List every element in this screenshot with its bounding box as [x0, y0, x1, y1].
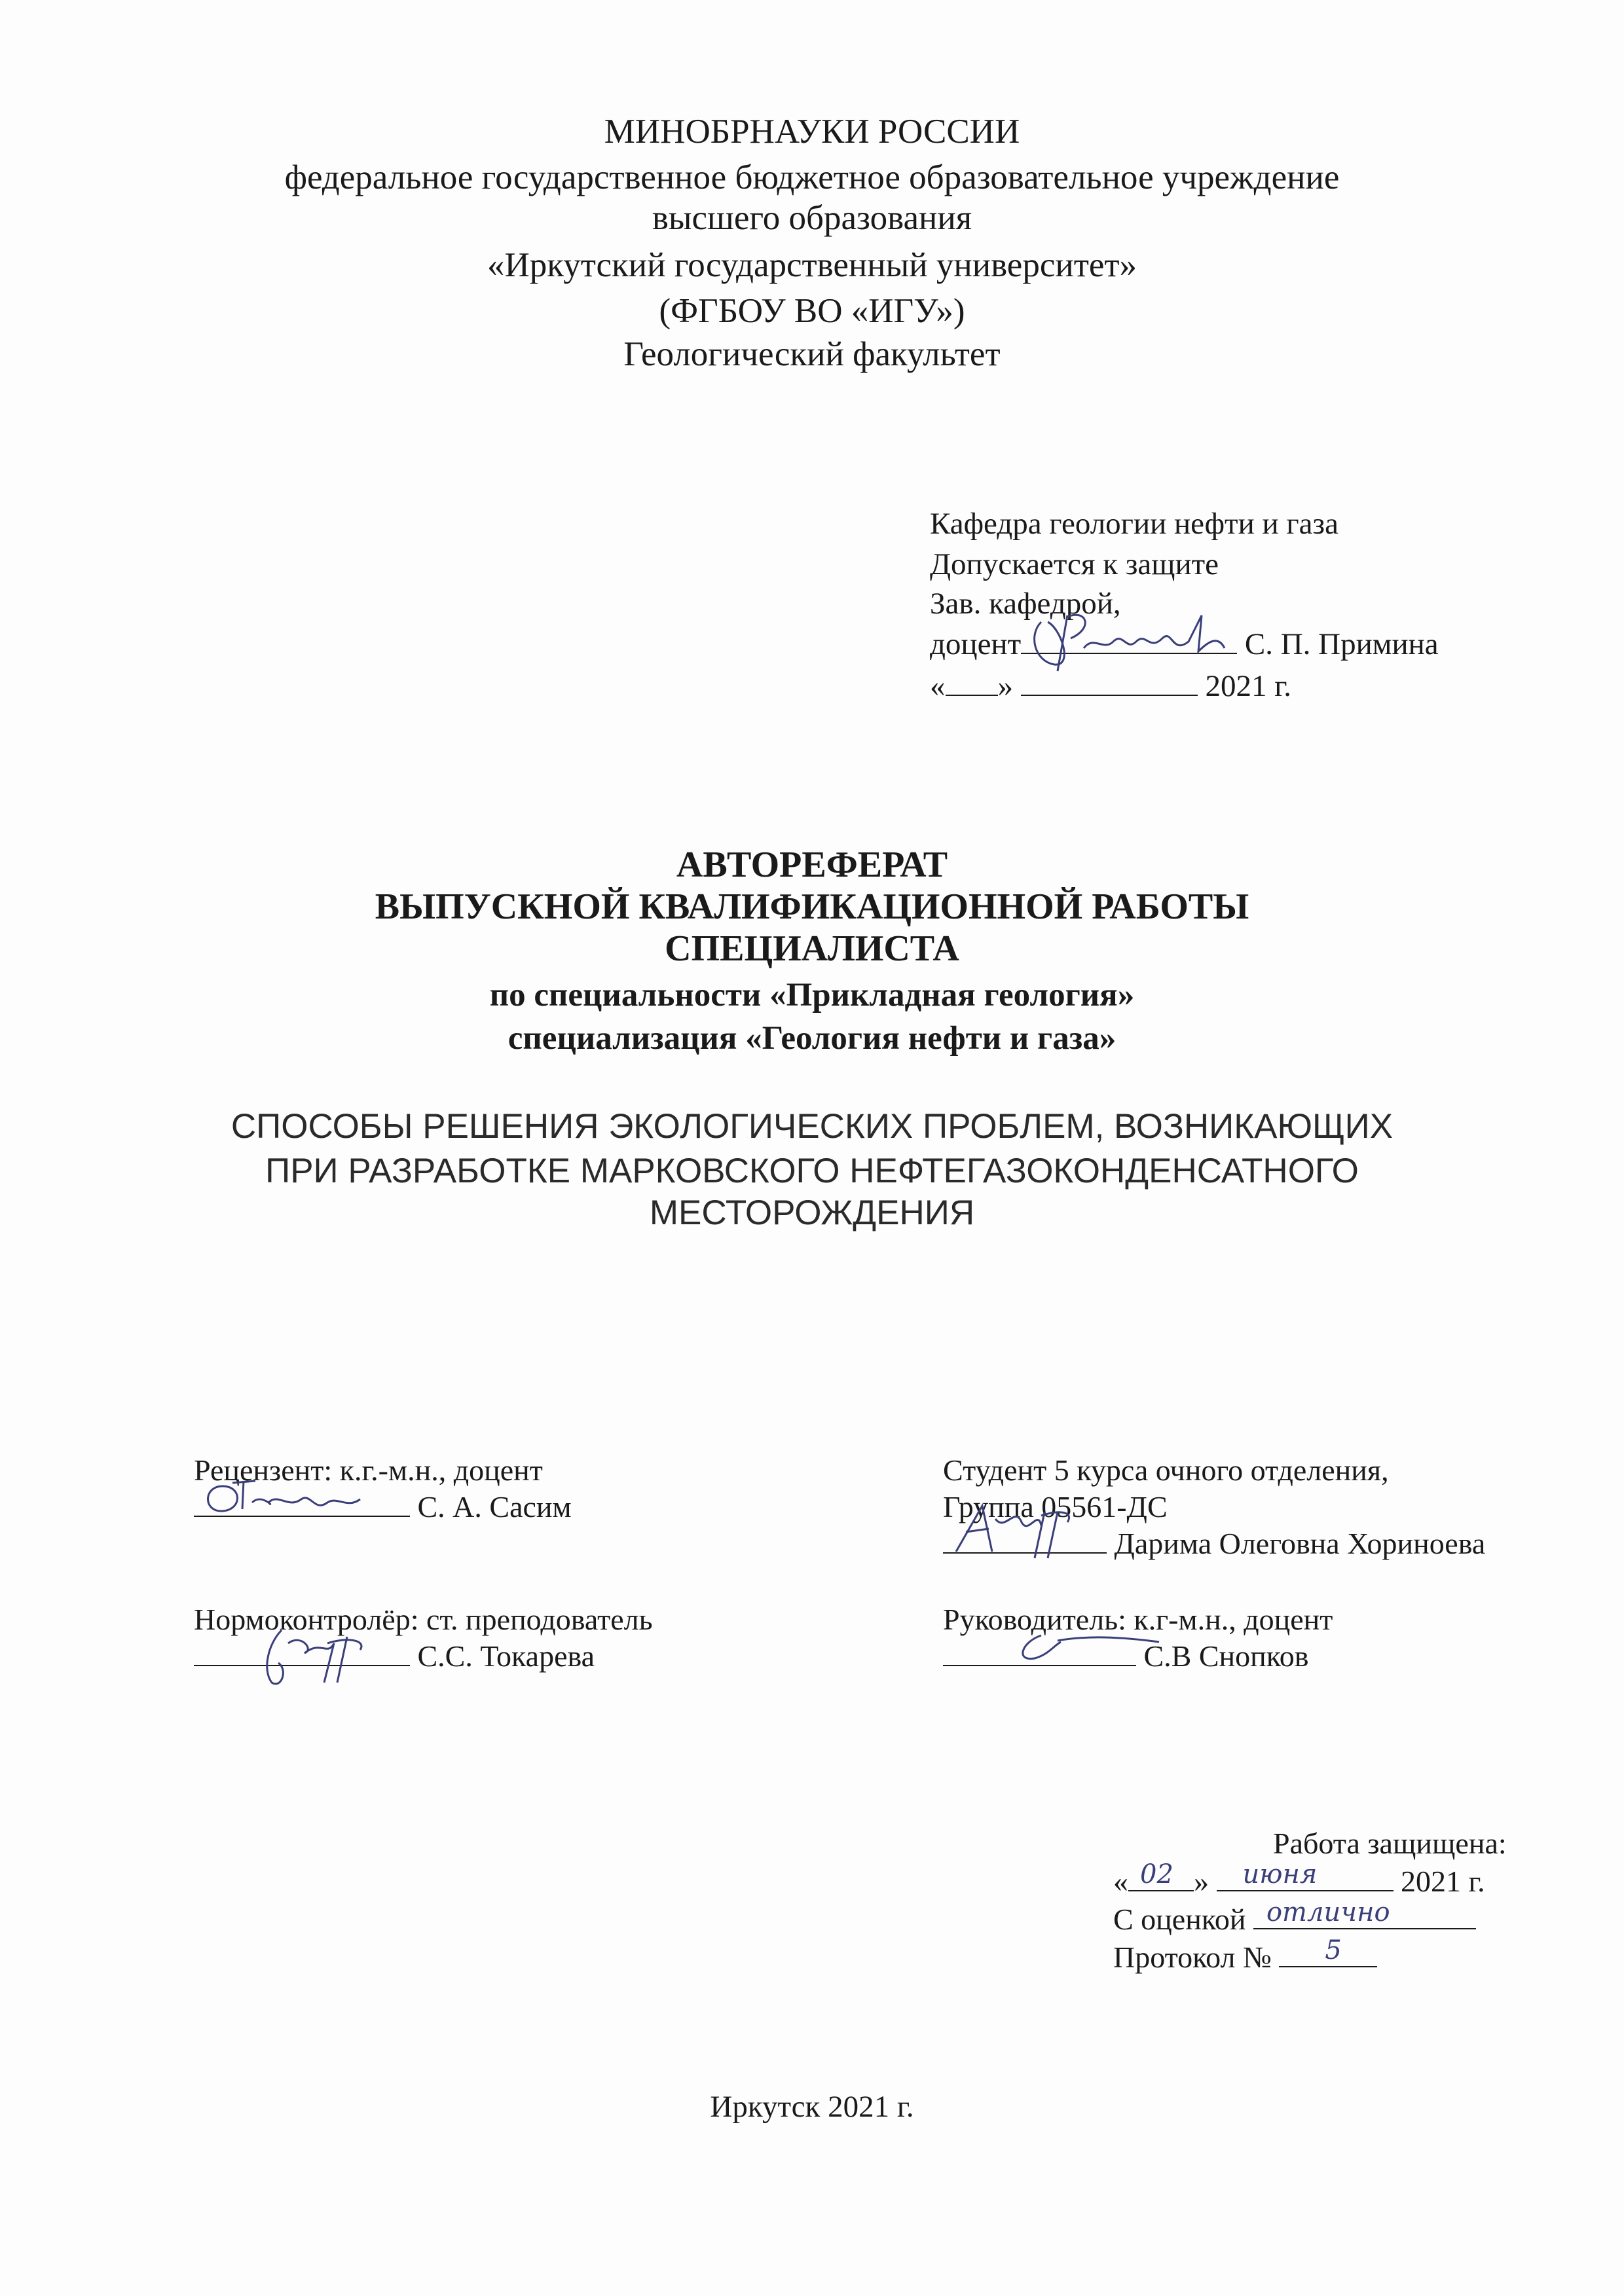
defense-label: Работа защищена:	[1273, 1827, 1507, 1860]
doc-type-title: АВТОРЕФЕРАТ	[676, 845, 948, 885]
city-year-footer: Иркутск 2021 г.	[710, 2090, 914, 2124]
defense-year: 2021 г.	[1401, 1865, 1485, 1898]
head-name: С. П. Примина	[1244, 627, 1439, 661]
defense-month-handwritten: июня	[1242, 1859, 1318, 1889]
approval-date-line	[930, 666, 1291, 706]
grade-handwritten: отлично	[1266, 1897, 1390, 1927]
protocol-blank	[1279, 1935, 1377, 1967]
reviewer-name: С. А. Сасим	[417, 1490, 572, 1523]
institution-type-line: федеральное государственное бюджетное образовательное учреждение	[284, 158, 1340, 196]
topic-line-1: СПОСОБЫ РЕШЕНИЯ ЭКОЛОГИЧЕСКИХ ПРОБЛЕМ, ВОЗНИКАЮЩИХ	[231, 1107, 1393, 1146]
defense-month-blank	[1217, 1859, 1393, 1891]
reviewer-label: Рецензент: к.г.-м.н., доцент	[194, 1453, 543, 1487]
protocol-line	[1113, 1935, 1377, 1976]
approval-year: 2021 г.	[1205, 669, 1291, 703]
grade-blank	[1253, 1897, 1476, 1929]
student-signature	[943, 1493, 1094, 1565]
head-signature	[1022, 602, 1244, 674]
supervisor-name: С.В Снопков	[1143, 1639, 1309, 1673]
admitted-line: Допускается к защите	[930, 547, 1219, 581]
defense-quote-close: »	[1194, 1865, 1209, 1898]
student-name: Дарима Олеговна Хориноева	[1114, 1527, 1486, 1560]
department-line: Кафедра геологии нефти и газа	[930, 507, 1338, 541]
topic-line-2: ПРИ РАЗРАБОТКЕ МАРКОВСКОГО НЕФТЕГАЗОКОНДЕНСАТНОГО	[265, 1152, 1359, 1190]
month-blank	[1021, 668, 1198, 696]
protocol-label: Протокол №	[1113, 1941, 1272, 1974]
normcontrol-label: Нормоконтролёр: ст. преподователь	[194, 1603, 653, 1636]
date-quote-open: «	[930, 669, 946, 703]
doc-type-title-3: СПЕЦИАЛИСТА	[665, 928, 959, 969]
faculty-line: Геологический факультет	[623, 335, 1001, 373]
university-abbrev-line: (ФГБОУ ВО «ИГУ»)	[659, 292, 965, 330]
student-group: Группа 05561-ДС	[943, 1490, 1168, 1523]
student-label: Студент 5 курса очного отделения,	[943, 1453, 1389, 1487]
supervisor-label: Руководитель: к.г-м.н., доцент	[943, 1603, 1333, 1636]
normcontrol-signature	[242, 1617, 386, 1689]
university-name-line: «Иркутский государственный университет»	[487, 246, 1137, 284]
protocol-handwritten: 5	[1325, 1935, 1342, 1965]
specialization-line: специализация «Геология нефти и газа»	[507, 1020, 1116, 1057]
head-label: Зав. кафедрой,	[930, 587, 1121, 621]
day-blank	[946, 668, 998, 696]
normcontrol-name: С.С. Токарева	[417, 1639, 595, 1673]
defense-quote-open: «	[1113, 1865, 1128, 1898]
head-position: доцент	[930, 627, 1022, 661]
defense-day-blank	[1128, 1859, 1194, 1891]
date-quote-close: »	[997, 669, 1013, 703]
doc-type-title-2: ВЫПУСКНОЙ КВАЛИФИКАЦИОННОЙ РАБОТЫ	[375, 886, 1249, 927]
reviewer-signature	[196, 1473, 380, 1525]
topic-line-3: МЕСТОРОЖДЕНИЯ	[649, 1194, 975, 1232]
grade-label: С оценкой	[1113, 1903, 1246, 1936]
grade-line	[1113, 1897, 1476, 1938]
ministry-line: МИНОБРНАУКИ РОССИИ	[604, 113, 1020, 151]
speciality-line: по специальности «Прикладная геология»	[489, 977, 1135, 1013]
supervisor-signature	[1008, 1622, 1179, 1668]
education-level-line: высшего образования	[652, 199, 972, 237]
defense-day-handwritten: 02	[1140, 1859, 1173, 1889]
